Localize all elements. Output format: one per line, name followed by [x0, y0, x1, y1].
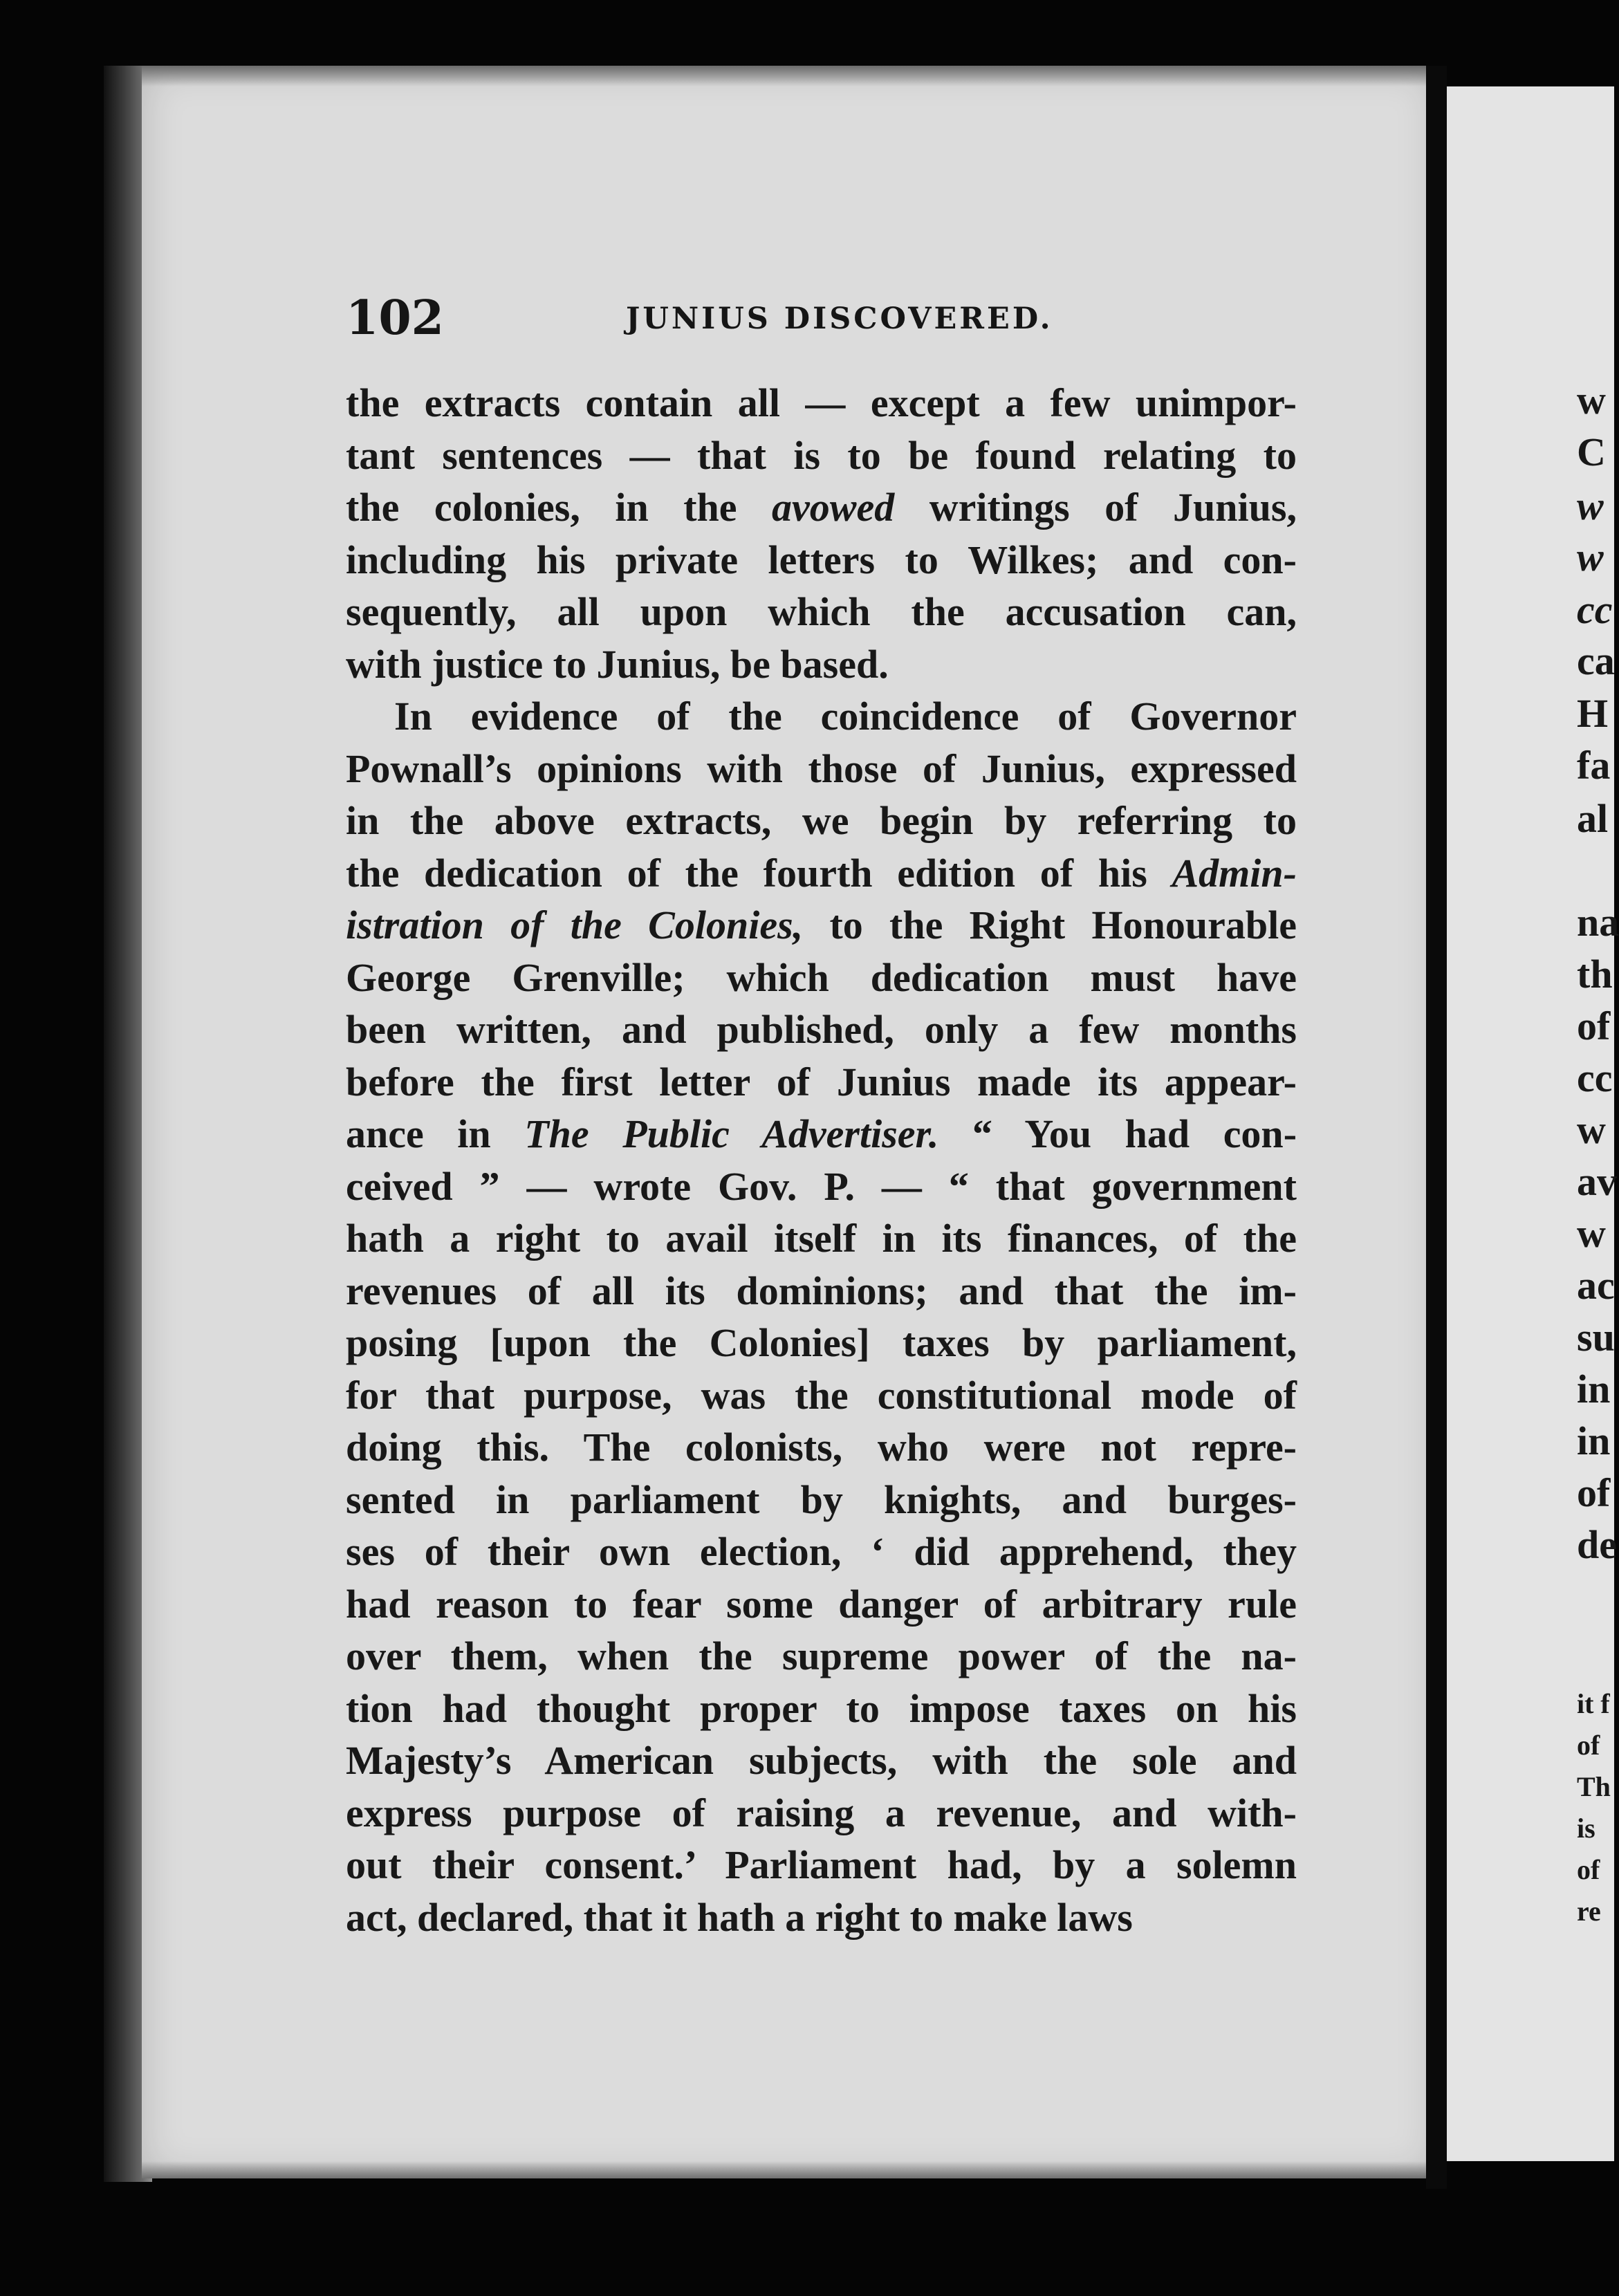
text-line-segment: to the Right Honourable [803, 902, 1297, 947]
text-line-content: the extracts contain all — except a few unimpor- [346, 380, 1297, 425]
text-line [346, 481, 1297, 534]
text-line [346, 952, 1297, 1004]
right-page-fragment: su [1577, 1315, 1615, 1360]
right-page-fragment: ca [1577, 638, 1615, 683]
text-line [346, 795, 1297, 847]
right-page-fragment: in [1577, 1418, 1611, 1463]
text-line-content: hath a right to avail itself in its finances, of the [346, 1216, 1297, 1261]
right-page-fragment: cc [1577, 587, 1613, 632]
text-line-content: tant sentences — that is to be found relating to [346, 432, 1297, 478]
text-line-segment: the colonies, in the [346, 485, 773, 530]
text-line-content: George Grenville; which dedication must have [346, 954, 1297, 1000]
right-page-fragment: w [1577, 1211, 1606, 1256]
text-line-content: sequently, all upon which the accusation can, [346, 589, 1297, 634]
right-page-fragment: fa [1577, 743, 1611, 788]
text-line [346, 429, 1297, 482]
text-line-segment: writings of Junius, [894, 485, 1297, 530]
text-line-content: over them, when the supreme power of the na- [346, 1633, 1297, 1678]
text-line [346, 1056, 1297, 1109]
text-line [346, 1108, 1297, 1160]
running-title: JUNIUS DISCOVERED. [626, 302, 1053, 336]
text-line-content: been written, and published, only a few months [346, 1007, 1297, 1052]
text-line-content: had reason to fear some danger of arbitrary rule [346, 1581, 1297, 1627]
text-line [346, 1891, 1297, 1944]
text-line-content: revenues of all its dominions; and that the im- [346, 1268, 1297, 1313]
right-page-fragment: w [1577, 535, 1604, 580]
text-line [346, 690, 1297, 743]
right-page-fragment: H [1577, 691, 1609, 736]
text-line-content: for that purpose, was the constitutional mode of [346, 1372, 1297, 1418]
text-line [346, 899, 1297, 952]
right-page-fragment: re [1577, 1896, 1601, 1927]
right-page-fragment: of [1577, 1854, 1600, 1885]
text-line-content: including his private letters to Wilkes; and con- [346, 537, 1297, 582]
text-line [346, 1003, 1297, 1056]
text-line-content: act, declared, that it hath a right to make laws [346, 1894, 1133, 1940]
right-page-fragment: th [1577, 952, 1613, 997]
text-line-content: ses of their own election, ‘ did apprehend, they [346, 1529, 1297, 1574]
text-line-content: In evidence of the coincidence of Governor [394, 694, 1297, 739]
text-line-content: express purpose of raising a revenue, and with- [346, 1790, 1297, 1835]
text-line-segment: ance in [346, 1111, 525, 1156]
italic-title-segment: Admin- [1172, 850, 1297, 896]
text-line [346, 1317, 1297, 1369]
text-line [346, 1683, 1297, 1735]
right-page-fragment: Th [1577, 1771, 1611, 1802]
text-line [346, 586, 1297, 638]
text-line [346, 638, 1297, 691]
right-page-fragment: w [1577, 1107, 1606, 1152]
page-gutter [1426, 66, 1447, 2189]
text-line-content: doing this. The colonists, who were not repre- [346, 1425, 1297, 1470]
right-page-fragment: av [1577, 1159, 1617, 1204]
right-page-fragment: cc [1577, 1055, 1613, 1100]
text-line [346, 1265, 1297, 1317]
text-line-content: out their consent.’ Parliament had, by a solemn [346, 1842, 1297, 1887]
text-line [346, 743, 1297, 795]
text-line [346, 1212, 1297, 1265]
text-line [346, 534, 1297, 586]
text-line [346, 1526, 1297, 1578]
text-line-segment: the dedication of the fourth edition of his [346, 850, 1172, 896]
text-line-content: tion had thought proper to impose taxes on his [346, 1685, 1297, 1731]
text-line [346, 1474, 1297, 1526]
right-page-fragment: de [1577, 1522, 1617, 1567]
right-page-fragment: w [1577, 378, 1606, 423]
page-number: 102 [346, 290, 444, 346]
text-line-content: Majesty’s American subjects, with the sole and [346, 1738, 1297, 1783]
body-text [346, 377, 1297, 1943]
text-line-content: Pownall’s opinions with those of Junius, expressed [346, 746, 1297, 791]
text-line-content: in the above extracts, we begin by referring to [346, 798, 1297, 843]
right-page-fragment: na [1577, 900, 1619, 945]
text-line [346, 1578, 1297, 1631]
text-line [346, 1734, 1297, 1787]
right-page-fragment: it f [1577, 1688, 1610, 1719]
text-line [346, 1160, 1297, 1213]
right-page-fragment: w [1577, 483, 1604, 528]
text-line-content: sented in parliament by knights, and burges- [346, 1476, 1297, 1522]
italic-title-segment: The Public Advertiser. [524, 1111, 939, 1156]
right-page-fragment: al [1577, 796, 1609, 841]
italic-title-segment: istration of the Colonies, [346, 902, 804, 947]
text-line [346, 847, 1297, 900]
right-page-fragment: of [1577, 1003, 1611, 1048]
text-line [346, 1839, 1297, 1891]
text-line [346, 1787, 1297, 1840]
text-line-content: before the first letter of Junius made its appear- [346, 1059, 1297, 1104]
right-page-fragment: C [1577, 429, 1606, 474]
right-page-fragment: in [1577, 1367, 1611, 1411]
running-head [346, 290, 1300, 346]
right-page-fragment: ac [1577, 1263, 1615, 1308]
right-page-fragment: of [1577, 1470, 1611, 1515]
text-line-content: ceived ” — wrote Gov. P. — “ that government [346, 1163, 1297, 1209]
text-line-content: with justice to Junius, be based. [346, 641, 889, 687]
text-line [346, 377, 1297, 429]
text-line [346, 1369, 1297, 1422]
text-line-content: posing [upon the Colonies] taxes by parliament, [346, 1320, 1297, 1365]
right-page-fragment: of [1577, 1730, 1600, 1761]
text-line-segment: “ You had con- [938, 1111, 1297, 1156]
right-page-fragment: is [1577, 1813, 1595, 1844]
text-line [346, 1630, 1297, 1683]
italic-title-segment: avowed [772, 485, 895, 530]
text-line [346, 1421, 1297, 1474]
